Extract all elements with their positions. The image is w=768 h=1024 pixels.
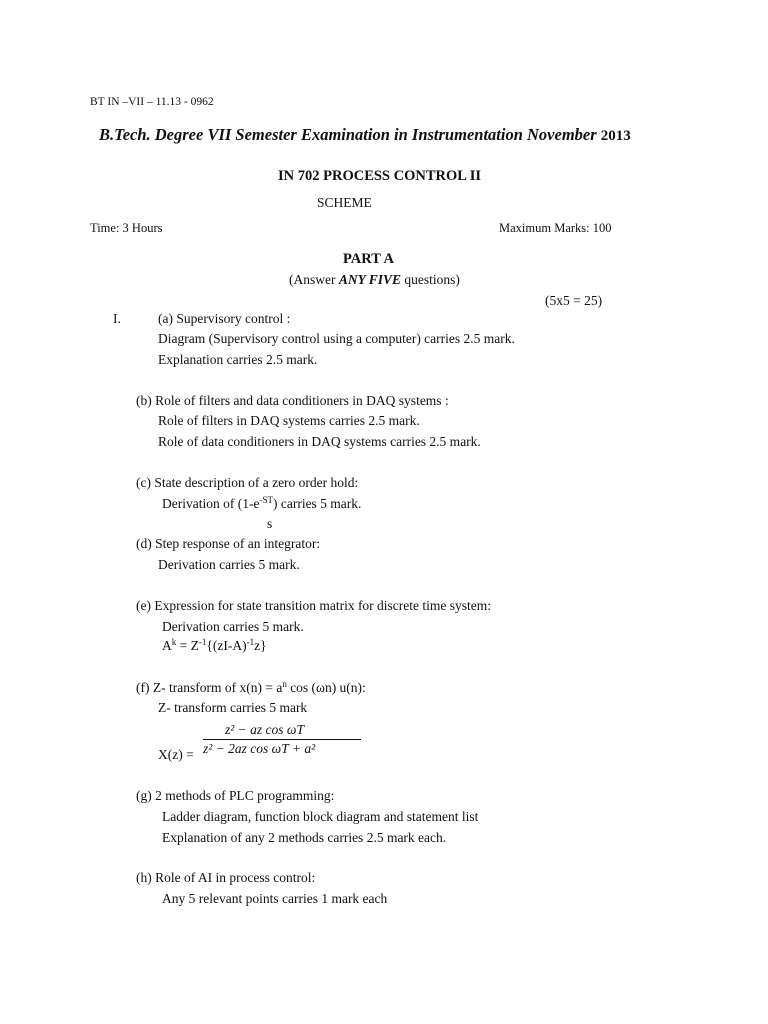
question-e-formula <box>162 638 267 654</box>
formula-a: A <box>162 638 172 653</box>
question-g-title: (g) 2 methods of PLC programming: <box>136 788 335 803</box>
part-a-marks: (5x5 = 25) <box>545 293 603 308</box>
question-c-denominator: s <box>267 516 273 531</box>
question-f-fraction <box>203 720 363 764</box>
question-f-exponent: n <box>282 679 287 689</box>
formula-inverse-2: -1 <box>246 637 255 647</box>
question-e-line-1: Derivation carries 5 mark. <box>162 619 304 634</box>
question-e-title: (e) Expression for state transition matrix for discrete time system: <box>136 598 492 613</box>
question-c-line-1 <box>162 496 361 512</box>
question-f-line-1: Z- transform carries 5 mark <box>158 700 308 715</box>
question-c-title: (c) State description of a zero order hold: <box>136 475 359 490</box>
question-g-line-2: Explanation of any 2 methods carries 2.5 mark each. <box>162 830 447 845</box>
question-f-prefix: (f) Z- transform of x(n) = a <box>136 680 283 695</box>
exam-title-text: B.Tech. Degree VII Semester Examination in Instrumentation November <box>99 125 597 144</box>
formula-k: k <box>171 637 177 647</box>
question-f-suffix: cos (ωn) u(n): <box>286 680 366 695</box>
fraction-numerator: z² − az cos ωT <box>225 722 304 737</box>
subject-title: IN 702 PROCESS CONTROL II <box>278 168 482 184</box>
question-c-suffix: ) carries 5 mark. <box>272 496 362 511</box>
exam-year: 2013 <box>600 128 631 144</box>
scheme-label: SCHEME <box>317 195 372 210</box>
question-d-line-1: Derivation carries 5 mark. <box>158 557 300 572</box>
question-a-line-2: Explanation carries 2.5 mark. <box>158 352 318 367</box>
question-c-exponent: -ST <box>259 495 273 505</box>
question-b-line-1: Role of filters in DAQ systems carries 2.5 mark. <box>158 413 420 428</box>
exam-title <box>99 127 631 144</box>
formula-mid: = Z <box>176 638 199 653</box>
question-d-title: (d) Step response of an integrator: <box>136 536 321 551</box>
exam-duration: Time: 3 Hours <box>90 221 163 235</box>
fraction-bar <box>203 739 361 740</box>
part-a-instruction <box>289 272 460 288</box>
question-h-line-1: Any 5 relevant points carries 1 mark each <box>162 891 388 906</box>
maximum-marks: Maximum Marks: 100 <box>499 221 612 235</box>
formula-rest: {(zI-A) <box>206 638 247 653</box>
instruction-emphasis: ANY FIVE <box>338 272 402 287</box>
formula-end: z} <box>254 638 267 653</box>
question-f-title <box>136 680 366 696</box>
question-a-title: (a) Supervisory control : <box>158 311 291 326</box>
formula-inverse-1: -1 <box>198 637 207 647</box>
question-c-prefix: Derivation of (1-e <box>162 496 260 511</box>
fraction-denominator: z² − 2az cos ωT + a² <box>203 741 316 756</box>
question-a-line-1: Diagram (Supervisory control using a computer) carries 2.5 mark. <box>158 331 515 346</box>
question-b-title: (b) Role of filters and data conditioners in DAQ systems : <box>136 393 449 408</box>
question-b-line-2: Role of data conditioners in DAQ systems carries 2.5 mark. <box>158 434 481 449</box>
question-numeral: I. <box>113 311 121 326</box>
instruction-prefix: (Answer <box>289 272 339 287</box>
question-f-xz-label: X(z) = <box>158 747 194 762</box>
question-g-line-1: Ladder diagram, function block diagram and statement list <box>162 809 479 824</box>
instruction-suffix: questions) <box>401 272 460 287</box>
part-a-title: PART A <box>343 251 394 267</box>
paper-code: BT IN –VII – 11.13 - 0962 <box>90 96 214 108</box>
question-h-title: (h) Role of AI in process control: <box>136 870 316 885</box>
